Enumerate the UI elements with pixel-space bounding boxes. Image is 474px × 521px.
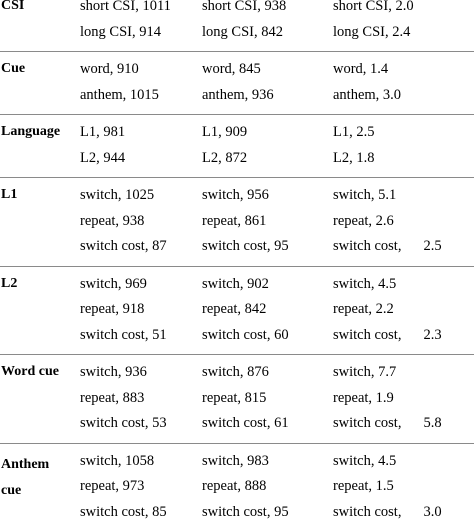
group-label: Word cue [1,364,59,379]
row-separator [0,266,474,267]
group-label: Anthem cue [1,457,50,498]
table-cell: repeat, 938 [80,213,145,229]
table-cell: word, 845 [202,61,261,77]
table-cell: anthem, 3.0 [333,87,402,103]
row-separator [0,51,474,52]
table-cell: repeat, 973 [80,478,145,494]
table-cell: repeat, 2.2 [333,301,394,317]
table-cell: switch cost, 2.3 [333,327,442,343]
table-cell: L1, 909 [202,124,248,140]
table-cell: L2, 872 [202,150,248,166]
table-cell: switch, 902 [202,276,269,292]
table-cell: repeat, 842 [202,301,267,317]
table-cell: L2, 944 [80,150,126,166]
table-cell: switch, 1025 [80,187,155,203]
table-cell: switch cost, 95 [202,504,289,520]
table-cell: switch cost, 95 [202,238,289,254]
table-cell: word, 910 [80,61,139,77]
table-cell: switch, 983 [202,453,269,469]
table-cell: repeat, 918 [80,301,145,317]
table-cell: switch cost, 60 [202,327,289,343]
table-cell: switch, 4.5 [333,453,397,469]
table-cell: L1, 2.5 [333,124,375,140]
row-separator [0,354,474,355]
table-cell: anthem, 1015 [80,87,159,103]
group-label: CSI [1,0,25,13]
group-label: L2 [1,276,18,291]
group-label: Cue [1,61,26,76]
table-cell: anthem, 936 [202,87,274,103]
table-cell: switch, 956 [202,187,269,203]
table-cell: switch cost, 85 [80,504,167,520]
row-separator [0,177,474,178]
table-cell: repeat, 883 [80,390,145,406]
table-cell: repeat, 815 [202,390,267,406]
table-cell: switch cost, 3.0 [333,504,442,520]
table-cell: short CSI, 938 [202,0,287,14]
table-cell: switch, 5.1 [333,187,397,203]
table-cell: switch, 969 [80,276,147,292]
table-cell: switch, 4.5 [333,276,397,292]
table-cell: switch cost, 87 [80,238,167,254]
table-cell: short CSI, 1011 [80,0,171,14]
table-cell: switch cost, 5.8 [333,415,442,431]
table-cell: L2, 1.8 [333,150,375,166]
table-cell: long CSI, 2.4 [333,24,411,40]
row-separator [0,114,474,115]
table-cell: long CSI, 914 [80,24,161,40]
table-cell: repeat, 888 [202,478,267,494]
table-cell: switch cost, 2.5 [333,238,442,254]
table-cell: switch cost, 61 [202,415,289,431]
table-cell: switch cost, 51 [80,327,167,343]
group-label: L1 [1,187,18,202]
table-cell: short CSI, 2.0 [333,0,414,14]
table-cell: long CSI, 842 [202,24,283,40]
table-cell: switch, 876 [202,364,269,380]
table-cell: switch, 936 [80,364,147,380]
table-cell: repeat, 2.6 [333,213,394,229]
table-cell: repeat, 1.9 [333,390,394,406]
table-cell: switch cost, 53 [80,415,167,431]
row-separator [0,443,474,444]
table-cell: switch, 7.7 [333,364,397,380]
table-cell: repeat, 1.5 [333,478,394,494]
table-cell: L1, 981 [80,124,126,140]
table-cell: word, 1.4 [333,61,389,77]
table-cell: repeat, 861 [202,213,267,229]
group-label: Language [1,124,61,139]
table-cell: switch, 1058 [80,453,155,469]
